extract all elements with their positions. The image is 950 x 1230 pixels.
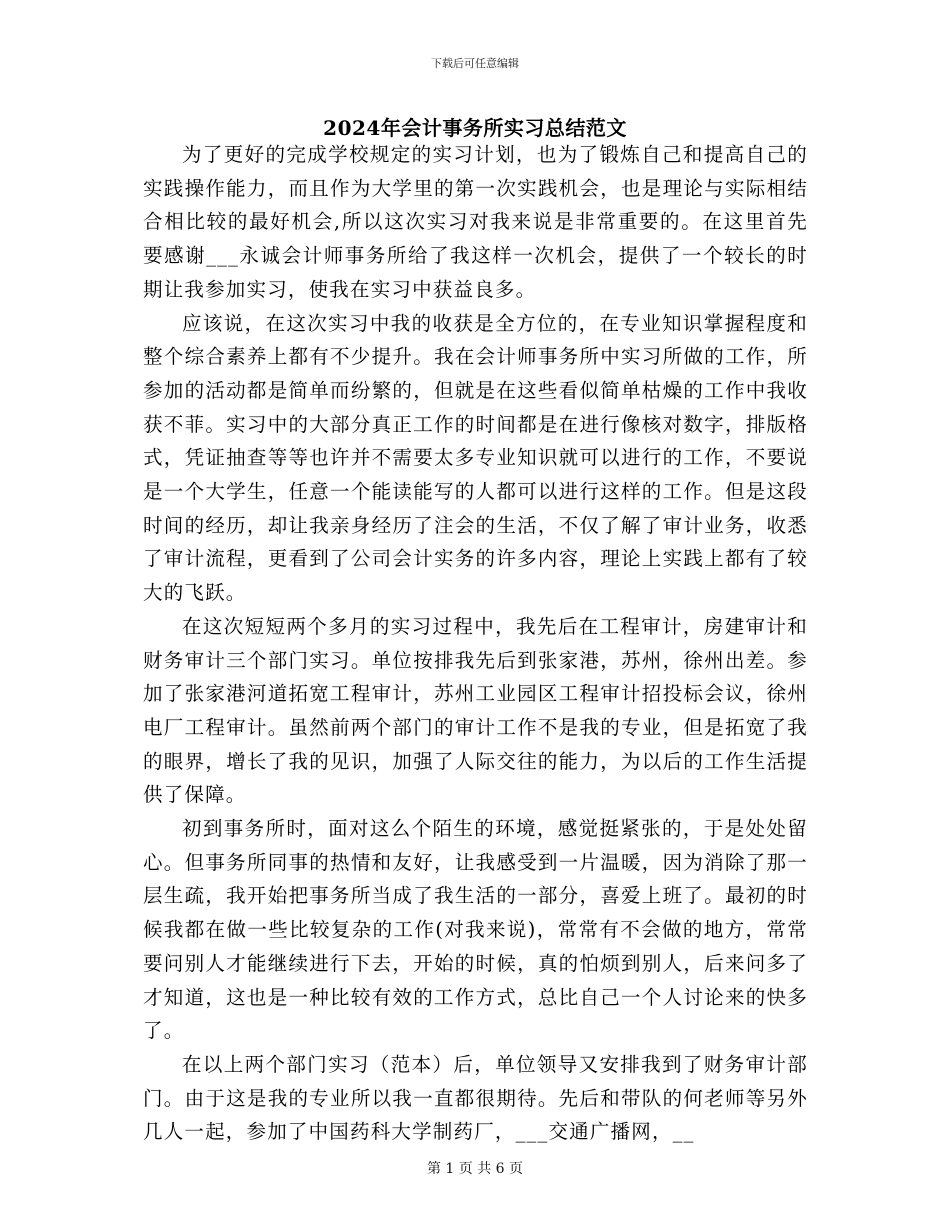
document-body <box>143 138 808 1149</box>
page-header: 下载后可任意编辑 <box>431 57 519 70</box>
paragraph: 初到事务所时，面对这么个陌生的环境，感觉挺紧张的，于是处处留心。但事务所同事的热情和友好，让我感受到一片温暖，因为消除了那一层生疏，我开始把事务所当成了我生活的一部分，喜爱上班了。最初的时候我都在做一些比较复杂的工作(对我来说)，常常有不会做的地方，常常要问别人才能继续进行下去，开始的时候，真的怕烦到别人，后来问多了才知道，这也是一种比较有效的工作方式，总比自己一个人讨论来的快多了。 <box>143 817 808 1043</box>
paragraph: 在以上两个部门实习（范本）后，单位领导又安排我到了财务审计部门。由于这是我的专业所以我一直都很期待。先后和带队的何老师等另外几人一起，参加了中国药科大学制药厂，___交通广播网，__ <box>143 1052 808 1144</box>
paragraph: 应该说，在这次实习中我的收获是全方位的，在专业知识掌握程度和整个综合素养上都有不少提升。我在会计师事务所中实习所做的工作，所参加的活动都是简单而纷繁的，但就是在这些看似简单枯燥的工作中我收获不菲。实习中的大部分真正工作的时间都是在进行像核对数字，排版格式，凭证抽查等等也许并不需要太多专业知识就可以进行的工作，不要说是一个大学生，任意一个能读能写的人都可以进行这样的工作。但是这段时间的经历，却让我亲身经历了注会的生活，不仅了解了审计业务，收悉了审计流程，更看到了公司会计实务的许多内容，理论上实践上都有了较大的飞跃。 <box>143 311 808 605</box>
page-number: 第 1 页 共 6 页 <box>426 1161 524 1177</box>
paragraph: 为了更好的完成学校规定的实习计划，也为了锻炼自己和提高自己的实践操作能力，而且作为大学里的第一次实践机会，也是理论与实际相结合相比较的最好机会,所以这次实习对我来说是非常重要的。在这里首先要感谢___永诚会计师事务所给了我这样一次机会，提供了一个较长的时期让我参加实习，使我在实习中获益良多。 <box>143 143 808 301</box>
document-title: 2024年会计事务所实习总结范文 <box>323 116 627 140</box>
paragraph: 在这次短短两个多月的实习过程中，我先后在工程审计，房建审计和财务审计三个部门实习。单位按排我先后到张家港，苏州，徐州出差。参加了张家港河道拓宽工程审计，苏州工业园区工程审计招投标会议，徐州电厂工程审计。虽然前两个部门的审计工作不是我的专业，但是拓宽了我的眼界，增长了我的见识，加强了人际交往的能力，为以后的工作生活提供了保障。 <box>143 614 808 807</box>
